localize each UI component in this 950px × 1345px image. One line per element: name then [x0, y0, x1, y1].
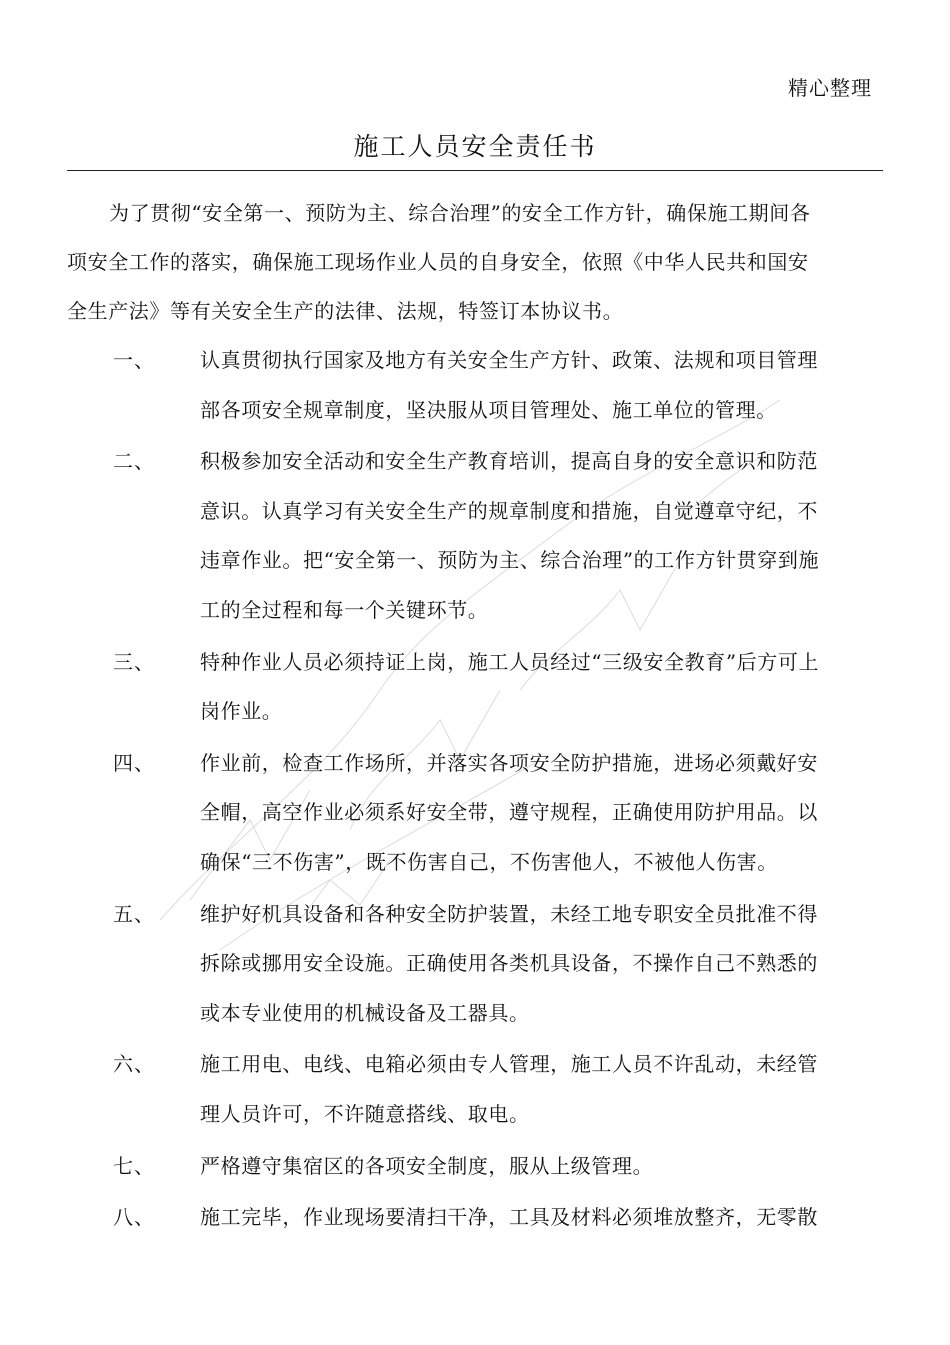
clause-number: 七、 — [113, 1153, 155, 1178]
intro-paragraph: 为了贯彻“安全第一、预防为主、综合治理”的安全工作方针，确保施工期间各项安全工作的落实，确保施工现场作业人员的自身安全，依照《中华人民共和国安全生产法》等有关安全生产的法律、法规，特签订本协议书。 — [67, 201, 811, 323]
clause-item — [0, 739, 950, 888]
clause-list — [0, 336, 950, 1245]
clause-item — [0, 336, 950, 435]
title-divider — [67, 170, 883, 171]
clause-text: 积极参加安全活动和安全生产教育培训，提高自身的安全意识和防范意识。认真学习有关安全生产的规章制度和措施，自觉遵章守纪，不违章作业。把“安全第一、预防为主、综合治理”的工作方针贯穿到施工的全过程和每一个关键环节。 — [200, 449, 820, 622]
clause-number: 一、 — [113, 348, 155, 372]
clause-item — [0, 1193, 950, 1243]
header-note: 精心整理 — [788, 76, 872, 100]
clause-item — [0, 1142, 950, 1192]
clause-number: 八、 — [113, 1205, 155, 1230]
clause-text: 作业前，检查工作场所，并落实各项安全防护措施，进场必须戴好安全帽，高空作业必须系好安全带，遵守规程，正确使用防护用品。以确保“三不伤害”，既不伤害自己，不伤害他人，不被他人伤害。 — [200, 750, 818, 874]
clause-text: 认真贯彻执行国家及地方有关安全生产方针、政策、法规和项目管理部各项安全规章制度，坚决服从项目管理处、施工单位的管理。 — [200, 348, 818, 422]
clause-number: 六、 — [113, 1052, 155, 1077]
document-title: 施工人员安全责任书 — [353, 132, 597, 161]
clause-number: 五、 — [113, 901, 155, 926]
clause-text: 维护好机具设备和各种安全防护装置，未经工地专职安全员批准不得拆除或挪用安全设施。正确使用各类机具设备，不操作自己不熟悉的或本专业使用的机械设备及工器具。 — [200, 901, 818, 1025]
clause-item — [0, 890, 950, 1039]
clause-number: 三、 — [113, 649, 155, 674]
clause-number: 四、 — [113, 750, 155, 775]
clause-text: 施工完毕，作业现场要清扫干净，工具及材料必须堆放整齐，无零散 — [200, 1205, 818, 1230]
clause-item — [0, 638, 950, 737]
clause-text: 特种作业人员必须持证上岗，施工人员经过“三级安全教育”后方可上岗作业。 — [200, 649, 820, 724]
clause-text: 施工用电、电线、电箱必须由专人管理，施工人员不许乱动，未经管理人员许可，不许随意搭线、取电。 — [200, 1052, 818, 1126]
clause-item — [0, 1040, 950, 1139]
clause-number: 二、 — [113, 449, 155, 474]
clause-text: 严格遵守集宿区的各项安全制度，服从上级管理。 — [200, 1153, 654, 1178]
clause-item — [0, 437, 950, 635]
